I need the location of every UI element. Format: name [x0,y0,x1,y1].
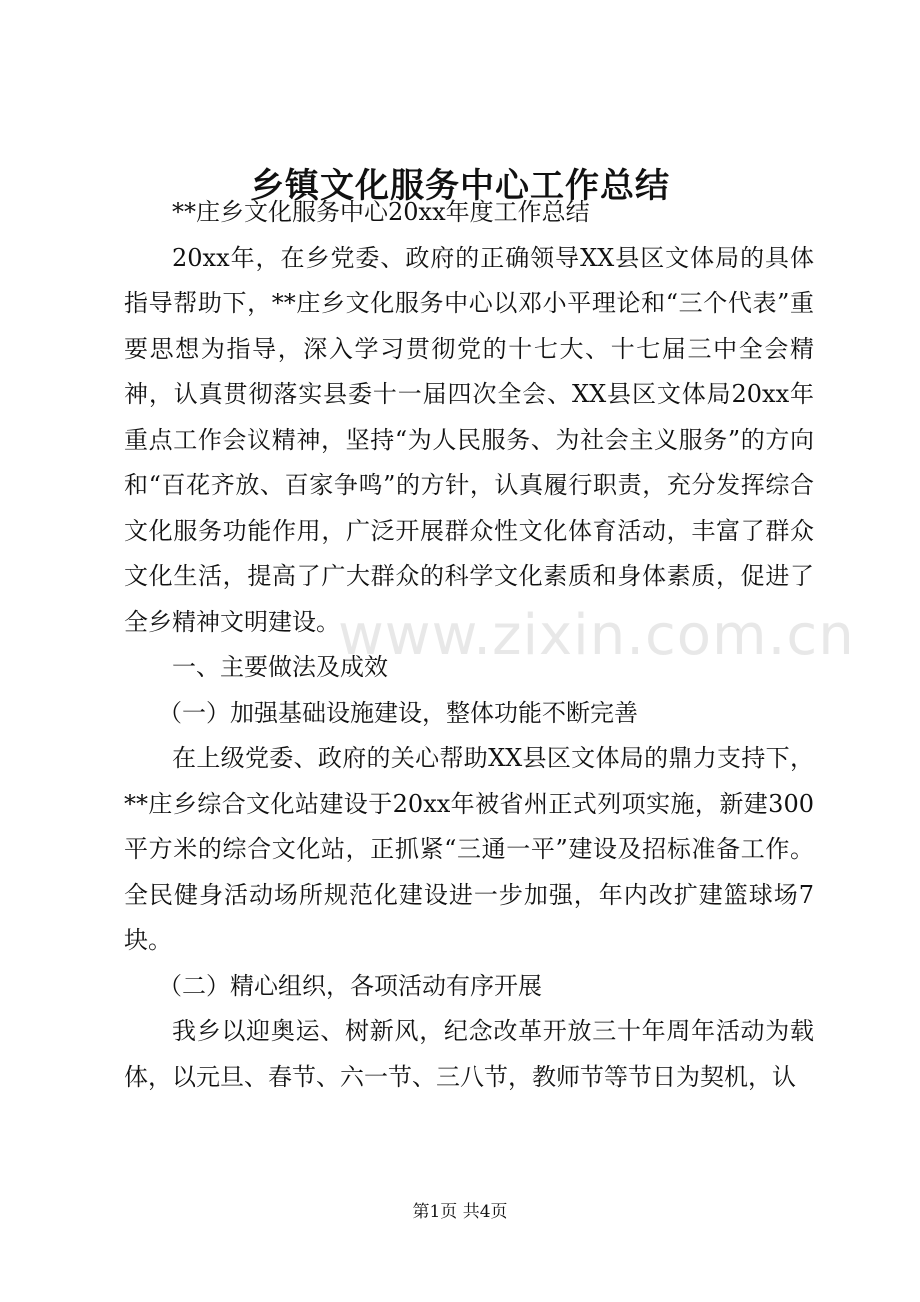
page-number-footer: 第1页 共4页 [412,1202,508,1222]
intro-paragraph: 20xx年，在乡党委、政府的正确领导XX县区文体局的具体指导帮助下，**庄乡文化服务中心以邓小平理论和“三个代表”重要思想为指导，深入学习贯彻党的十七大、十七届三中全会精神，认真贯彻落实县委十一届四次全会、XX县区文体局20xx年重点工作会议精神，坚持“为人民服务、为社会主义服务”的方向和“百花齐放、百家争鸣”的方针，认真履行职责，充分发挥综合文化服务功能作用，广泛开展群众性文化体育活动，丰富了群众文化生活，提高了广大群众的科学文化素质和身体素质，促进了全乡精神文明建设。 [124,243,814,636]
document-body [124,190,814,1100]
subsection-2-paragraph: 我乡以迎奥运、树新风，纪念改革开放三十年周年活动为载体，以元旦、春节、六一节、三八节，教师节等节日为契机，认 [124,1017,814,1091]
document-title: 乡镇文化服务中心工作总结 [250,166,670,206]
subtitle-paragraph: **庄乡文化服务中心20xx年度工作总结 [172,198,590,226]
subsection-1-paragraph: 在上级党委、政府的关心帮助XX县区文体局的鼎力支持下，**庄乡综合文化站建设于20xx年被省州正式列项实施，新建300平方米的综合文化站，正抓紧“三通一平”建设及招标准备工作。全民健身活动场所规范化建设进一步加强，年内改扩建篮球场7块。 [124,744,814,954]
subsection-heading-2: （二）精心组织，各项活动有序开展 [158,971,542,1000]
subsection-heading-1: （一）加强基础设施建设，整体功能不断完善 [158,698,638,727]
site-watermark: www.zixin.com.cn [338,603,855,668]
section-heading: 一、主要做法及成效 [172,653,388,681]
